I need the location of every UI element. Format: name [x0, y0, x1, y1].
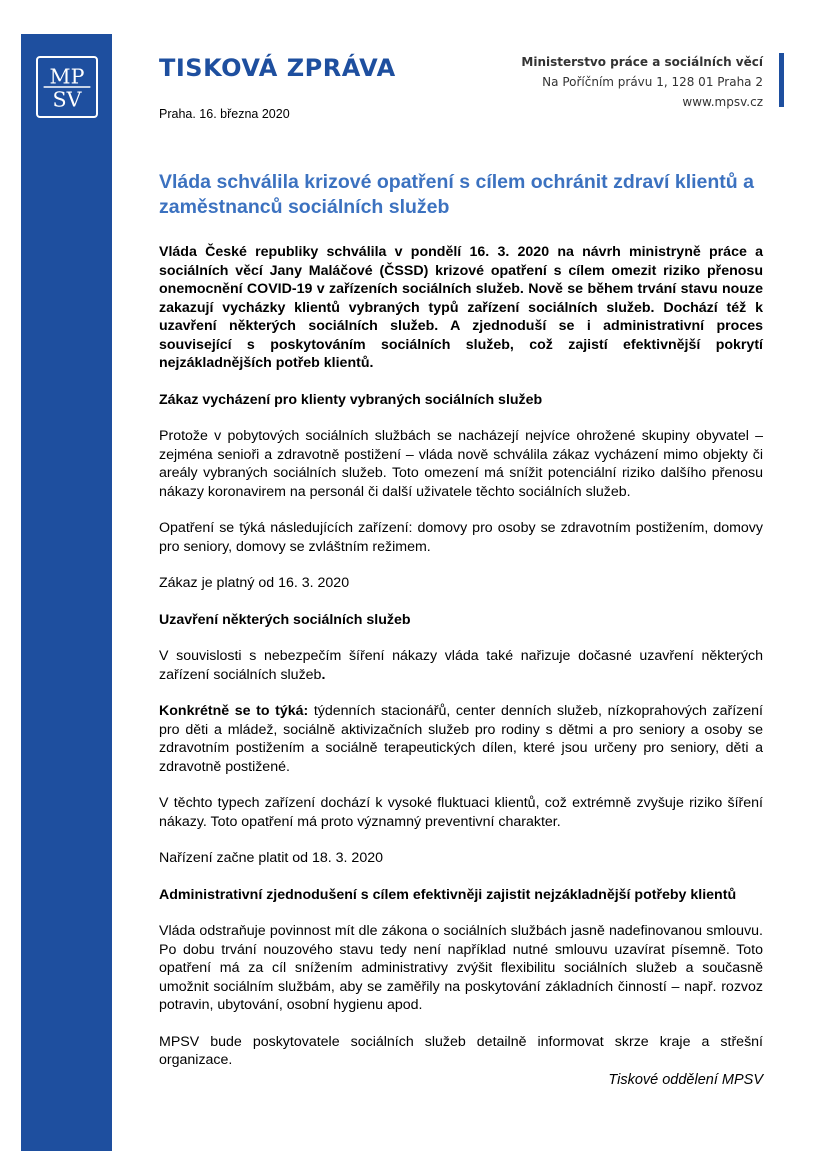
press-release-title: TISKOVÁ ZPRÁVA	[159, 54, 396, 82]
paragraph-ban-facilities: Opatření se týká následujících zařízení: domovy pro osoby se zdravotním postižením, domovy pro seniory, domovy se zvláštním režimem.	[159, 520, 763, 555]
paragraph-admin-contract: Vláda odstraňuje povinnost mít dle zákona o sociálních službách jasně nadefinovanou smlouvu. Po dobu trvání nouzového stavu tedy není například nutné smlouvu uzavírat písemně. Toto opatření má za cíl snížením administrativy zvýšit flexibilitu sociálních služeb a současně umožnit sociálním službám, aby se zaměřily na poskytování základních činností – např. rozvoz potravin, ubytování, osobní hygienu apod.	[159, 923, 763, 1013]
ministry-website: www.mpsv.cz	[682, 95, 763, 109]
paragraph-closure-intro	[159, 647, 763, 684]
release-date: Praha. 16. března 2020	[159, 107, 290, 121]
ministry-contact	[521, 52, 763, 112]
section-heading-closure: Uzavření některých sociálních služeb	[159, 611, 411, 628]
mpsv-logo-mark	[38, 58, 96, 116]
article-headline: Vláda schválila krizové opatření s cílem ochránit zdraví klientů a zaměstnanců sociálních služeb	[159, 171, 754, 218]
header-accent-bar	[779, 53, 784, 107]
paragraph-ban-reason: Protože v pobytových sociálních službách se nacházejí nejvíce ohrožené skupiny obyvatel – zejména senioři a zdravotně postižení – vláda nově schválila zákaz vycházení mimo objekty či areály vybraných sociálních služeb. Toto omezení má snížit potenciální riziko dalšího přenosu nákazy koronavirem na personál či další uživatele těchto sociálních služeb.	[159, 428, 763, 500]
section-heading-ban: Zákaz vycházení pro klienty vybraných sociálních služeb	[159, 391, 543, 408]
mpsv-logo	[36, 56, 98, 118]
closure-intro-text: V souvislosti s nebezpečím šíření nákazy vláda také nařizuje dočasné uzavření některých zařízení sociálních služeb	[159, 648, 763, 683]
ministry-address: Na Poříčním právu 1, 128 01 Praha 2	[542, 75, 763, 89]
paragraph-closure-validity: Nařízení začne platit od 18. 3. 2020	[159, 850, 383, 866]
lead-paragraph: Vláda České republiky schválila v pondělí 16. 3. 2020 na návrh ministryně práce a sociálních věcí Jany Maláčové (ČSSD) krizové opatření s cílem omezit riziko přenosu onemocnění COVID-19 v zařízeních sociálních služeb. Nově se během trvání stavu nouze zakazují vycházky klientů vybraných typů zařízení sociálních služeb. Dochází též k uzavření některých sociálních služeb. A zjednoduší se i administrativní proces související s poskytováním sociálních služeb, což zajistí efektivnější pokrytí nejzákladnějších potřeb klientů.	[159, 244, 763, 371]
closure-scope-label: Konkrétně se to týká:	[159, 703, 309, 719]
ministry-name: Ministerstvo práce a sociálních věcí	[521, 55, 763, 69]
logo-text-top: MP	[49, 64, 85, 89]
paragraph-closure-reason: V těchto typech zařízení dochází k vysoké fluktuaci klientů, což extrémně zvyšuje riziko šíření nákazy. Toto opatření má proto významný preventivní charakter.	[159, 795, 763, 830]
closure-scope-text: týdenních stacionářů, center denních služeb, nízkoprahových zařízení pro děti a mládež, sociálně aktivizačních služeb pro rodiny s dětmi a pro seniory a osoby se zdravotním postižením a sociálně terapeutických dílen, které jsou určeny pro seniory, děti a zdravotně postižené.	[159, 703, 763, 775]
section-heading-admin: Administrativní zjednodušení s cílem efektivněji zajistit nejzákladnější potřeby klientů	[159, 886, 737, 903]
paragraph-ban-validity: Zákaz je platný od 16. 3. 2020	[159, 575, 350, 591]
logo-text-bottom: SV	[52, 87, 82, 112]
paragraph-admin-info: MPSV bude poskytovatele sociálních služeb detailně informovat skrze kraje a střešní organizace.	[159, 1033, 763, 1068]
signature: Tiskové oddělení MPSV	[608, 1072, 763, 1088]
left-blue-sidebar	[21, 34, 112, 1151]
closure-intro-end: .	[321, 666, 326, 683]
article-body	[159, 243, 763, 1088]
paragraph-closure-scope	[159, 702, 763, 776]
